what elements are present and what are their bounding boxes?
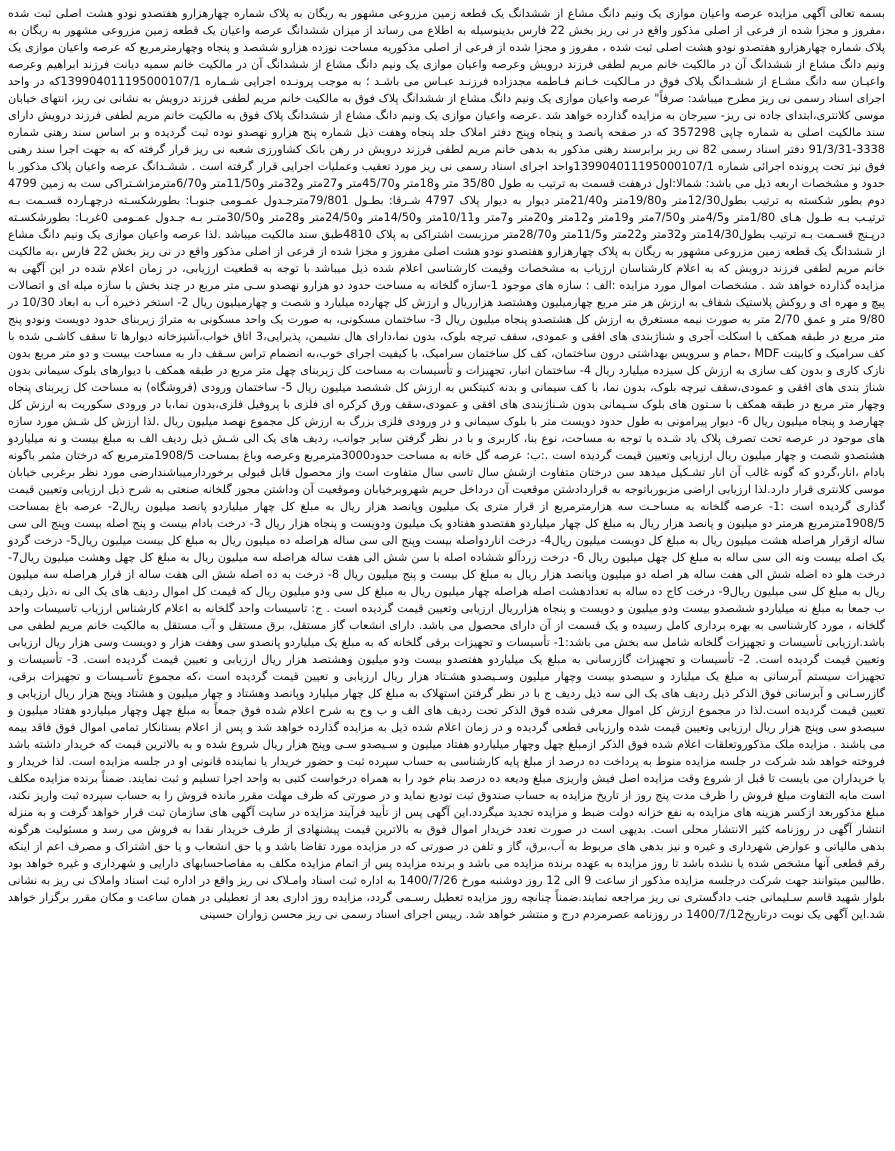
auction-notice-text: بسمه تعالی آگهی مزایده عرصه واعیان موازی یک ونیم دانگ مشاع از ششدانگ یک قطعه زمین مزروعی مشهور به ریگان به پلاک شماره چهارهزارو هفتصدو نودو هشت اصلی ثبت شده ،مفروز و مجزا شده از فرعی از اصلی مذکور واقع در نی ریز بخش 22 فارس بدینوسیله به اطلاع می رساند از میزان ششدانگ عرصه واعیان یک قطعه زمین مزروعی مشهور به ریگان به پلاک شماره چهارهزارو هفتصدو نودو هشت اصلی ثبت شده ، مفروز و مجزا شده از فرعی از اصلی مذکوریه مساحت نوزده هزارو ششصد و پنجاه وچهارمترمربع که عرصه واعیان موازی یک ونیم دانگ مشاع از ششدانگ آن در مالکیت خانم مریم لطفی فرزند درویش وعرصه واعیان موازی یک ونیم دانگ مشاع از ششدانگ آن در مالکیت خانم سمیه دیانت فرزند ابراهیم وعرصه واعیـان سه دانگ مشـاع از ششـدانگ پلاک فوق در مـالکیت خـانم فـاطمه مجدزاده فرزنـد عبـاس می باشـد ؛ به موجب پرونـده اجرایی شـماره 139904011195000107/1که در واحد اجرای اسناد رسمی نی ریز مطرح میباشد: صرفاً" عرصه واعیان موازی یک ونیم دانگ مشاع از ششدانگ پلاک فوق به مالکیت خانم مریم لطفی فرزند درویش به نشانی نی ریز، انتهای خیابان موسی کلانتری،ابتدای جاده نی ریز- سیرجان به مزایده گذارده خواهد شد .عرصه واعیان موازی یک ونیم دانگ مشاع از ششدانگ پلاک فوق به مالکیت خانم مریم لطفی فرزند درویش دارای سند مالکیت اصلی به شماره چاپی 357298 که در صفحه پانصد و پنجاه وپنج دفتر املاک جلد پنجاه وهفت ذیل شماره پنج هزارو نهصدو نوده ثبت گردیده و بر اساس سند رهنی شماره 3338-91/3/31 دفتر اسناد رسمی 82 نی ریز برابرسند رهنی مذکور به بدهی خانم مریم لطفی فرزند درویش در رهن بانک کشاورزی شعبه نی ریز قرار گرفته که به جهت اجرا سند رهنی فوق نیز تحت پرونده اجرائی شماره 139904011195000107/1واحد اجرای اسناد رسمی نی ریز مورد تعقیب وعملیات اجرایی قرار گرفته است . ششـدانگ عرصه واعیان پلاک مذکور با حدود و مشخصات اربعه ذیل می باشد: شمالا:اول درهفت قسمت به ترتیب به طول 35/80 متر و18متر و45/70متر و27متر و32متر و11/50متر و6/70مترمزاشـتراکی ست به زمین 4799 دوم بطور شکسته به ترتیب بطول12/30متر و19/80متر و21/40متر دیوار به دیوار پلاک 4797 شـرقا: بطـول 79/801مترجـدول عمـومی جنوبـا: بطورشکسـته درچهـارده قسـمت بـه ترتیـب بـه طـول هـای 1/80متر و4/5متر و7/50متر و19متر و12متر و20متر و7متر و10/11متر و14/50متر و24/50متر و28متر و30/50متـر بـه جـدول عمـومی 0غربـا: بطورشکسـته درپـنج قسـمت بـه ترتیب بطول14/30متر و32متر و22متر و11/5متر و28/70متر مرزبست اشتراکی به پلاک 4810طبق سند مالکیت میباشد .لذا عرصه واعیان موازی یک ونیم دانگ مشاع از ششدانگ یک قطعه زمین مزروعی مشهور به ریگان به پلاک چهارهزارو هفتصدو نودو هشت اصلی مفروز و مجزا شده از فرعی از اصلی مذکور واقع در نی ریز بخش 22 فارس ،به مالکیت خانم مریم لطفی فرزند درویش که به اعلام کارشناسان ارزیاب به مشخصات وقیمت کارشناسی اعلام شده ذیل میباشد با توجه به قطعیت ارزیابی، در زمان اعلام شده در این آگهی به مزایده گذارده خواهد شد . مشخصات اموال مورد مزایده :الف : سازه های موجود 1-سازه گلخانه به مساحت حدود دو هزارو نهصدو سـی متر مربع در چند بخش با سازه میله ای و اتصالات پیچ و مهره ای و روکش پلاستیک شفاف به ارزش هر متر مربع چهارمیلیون وهشتصد هزارریال و ارزش کل چهارده میلیارد و شصت و چهارمیلیون ریال 2- استخر ذخیره آب به ابعاد 10/30 در 9/80 متر و عمق 2/70 متر به صورت نیمه مستغرق به ارزش کل هشتصدو پنجاه میلیون ریال 3- ساختمان مسکونی، به صورت یک واحد مسکونی به متراژ زیربنای حدود دویست ونودو پنج متر مربع در طبقه همکف با اسکلت آجری و شناژبندی های افقی و عمودی، سقف تیرچه بلوک، بدون نما،دارای هال نشیمن، پذیرایی،3 اتاق خواب،آشپزخانه دیوارها تا سقف کاشـی شده با کف سرامیک و کابینت MDF ،حمام و سرویس بهداشتی درون ساختمان، کف کل ساختمان سرامیک، با کیفیت اجرای خوب،به انضمام تراس سـقف دار به مساحت بیست و دو متر مربع بدون نازک کاری و بدون کف سازی به ارزش کل سیزده میلیارد ریال 4- ساختمان انبار، تجهیزات و تأسیسات به مساحت کل زیربنای چهل متر مربع در طبقه همکف با دیوارهای بلوک سیمانی بدون شناژ بندی های افقی و عمودی،سقف تیرچه بلوک، بدون نما، با کف سیمانی و بدنه کنیتکس به ارزش کل ششصد میلیون ریال 5- ساختمان ورودی (فروشگاه) به مساحت کل زیربنای پنجاه وچهار متر مربع در طبقه همکف با سـتون های بلوک سـیمانی بدون شـناژبندی های افقی و عمودی،سقف ورق کرکره ای فلزی با پروفیل فلزی،بدون نما،با در ورودی سکوریت به ارزش کل چهارصد و پنجاه میلیون ریال 6- دیوار پیرامونی به طول حدود دویست متر با بلوک سیمانی و در ورودی فلزی بزرگ به ارزش کل مجموع نهصد میلیون ریال .لذا ارزش کل شـش مورد سازه های موجود در عرصه تحت تصرف پلاک یاد شـده با توجه به مساحت، نوع بنا، کاربری و با در نظر گرفتن سایر جوانب، ردیف های یک الی شـش ذیل ردیف الف به مبلغ بیست و نه میلیاردو هشتصدو شصت و چهار میلیون ریال ارزیابی وتعیین قیمت گردیده است .:ب: عرصه گل خانه به مساحت حدود3000مترمربع وعرصه وباغ بمساحت 1908/5مترمربع که درختان مثمر باگونه بادام ،انار،گردو که گونه غالب آن انار تشـکیل میدهد سن درختان متفاوت ازشش سال تاسی سال متفاوت است واز محصول قابل قبولی برخوردارمیباشندارضی مورد نظر برغربی خیابان موسی کلانتری قرار دارد.لذا ارزیابی اراضی مزبورباتوجه به قراردادشتن موقعیت آن درداخل حریم شهروبرخیابان وموقعیت آن وداشتن مجوز گلخانه صنعتی به شرح ذیل ارزیابی وتعیین قیمت گذاری گردیده است :1- عرصه گلخانه به مساحـت سه هزارمترمربع از قرار متری یک میلیون وپانصد هزار ریال به مبلغ کل چهار میلیاردو پانصد میلیون ریال2- عرصه باغ بمساحت 1908/5مترمربع هرمتر دو میلیون و پانصد هزار ریال به مبلغ کل چهار میلیاردو هفتصدو هفتادو یک میلیون ودویست و پنجاه هزار ریال 3- درخت بادام بیست و پنج اصله بیست وپنج الی سی ساله ازقرار هراصله هشت میلیون ریال به مبلغ کل دویست میلیون ریال4- درخت اناردواصله بیست وپنج الی سی ساله هراصله ده میلیون ریال به مبلغ کل بیست میلیون ریال5- درخت گردو یک اصله بیست ونه الی سی ساله به مبلغ کل چهل میلیون ریال 6- درخت زردآلو ششاده اصله با سن شش الی هفت ساله هراصله سه میلیون ریال به مبلغ کل چهل وهشت میلیون ریال7- درخت هلو ده اصله شش الی هفت ساله هر اصله دو میلیون وپانصد هزار ریال به مبلغ کل بیست و پنج میلیون ریال 8- درخت به ده اصله شش الی هفت ساله از قرار هراصله سه میلیون ریال به مبلغ کل سی میلیون ریال9- درخت کاج ده ساله به تعدادهشت اصله هراصله چهار میلیون ریال به مبلغ کل سی ودو میلیون ریال که قیمت کل اموال ردیف های یک الی نه ،ذیل ردیف ب جمعا به مبلغ نه میلیاردو ششصدو بیست ودو میلیون و دویست و پنجاه هزارریال ارزیابی وتعیین قیمت گردیده است . ج: تاسیسات واحد گلخانه به اعلام کارشناس ارزیاب تاسیسات واحد گلخانه ، مورد کارشناسی به بهره برداری کامل رسیده و یک قسمت از آن دارای محصول می باشد. دارای انشعاب گاز مستقل، برق مستقل و آب مستقل به مالکیت خانم مریم لطفی می باشد.ارزیابی تأسیسات و تجهیزات گلخانه شامل سه بخش می باشد:1- تأسیسات و تجهیزات برقی گلخانه که به مبلغ یک میلیاردو پانصدو سی وهفت هزار و دویست وسی هزار ریال ارزیابی وتعیین قیمت گردیده است. 2- تأسیسات و تجهیزات گازرسانی به مبلغ یک میلیاردو هفتصدو بیست ودو میلیون وهشتصد هزار ریال ارزیابی و تعیین قیمت گردیده است. 3- تأسیسات و تجهیزات سیستم آبرسانی به مبلغ یک میلیارد و سیصدو بیست وچهار میلیون وسـیصدو هشـتاد هزار ریال ارزیابی و تعیین قیمت گردیده است ،که مجموع تأسـیسات و تجهیزات برقی، گازرسـانی و آبرسانی فوق الذکر ذیل ردیف های یک الی سه ذیل ردیف ج با در نظر گرفتن استهلاک به مبلغ کل چهار میلیارد وپانصد وهشتاد و چهار میلیون و هشتاد وپنج هزار ریال ارزیابی و تعیین قیمت گردیده است.لذا در مجموع ارزش کل اموال معرفی شده فوق الذکر تحت ردیف های الف و ب وج به شرح اعلام شده فوق جمعاً به مبلغ چهل وچهار میلیاردو هفتاد میلیون و سیصدو سی وپنج هزار ریال ارزیابی وتعیین قیمت شده وارزیابی قطعی گردیده و در زمان اعلام شده ذیل به مزایده گذارده خواهد شد و پس از اعلام بستانکار تمامی اموال فوق فاقد بیمه می باشند . مزایده ملک مذکوروتعلقات اعلام شده فوق الذکر ازمبلغ چهل وچهار میلیاردو هفتاد میلیون و سـیصدو سـی وپنج هزار ریال شروع شده و به بالاترین قیمت که خریدار داشته باشد فروخته خواهد شد شرکت در جلسه مزایده منوط به پرداخت ده درصد از مبلغ پایه کارشناسی به حساب سپرده ثبت و حضور خریدار یا نماینده قانونی او در جلسه مزایده است. لذا خریدار و یا خریداران می بایست تا قبل از شروع وقت مزایده اصل فیش واریزی مبلغ ودیعه ده درصد بنام خود را به همراه درخواست کتبی به واحد اجرا تسلیم و ثبت نمایند. ضمناً برنده مزایده مکلف است مابه التفاوت مبلغ فروش را ظرف مدت پنج روز از تاریخ مزایده به حساب صندوق ثبت تودیع نماید و در صورتی که ظرف مهلت مقرر مانده فروش را به حساب سپرده ثبت واریز نکند، مبلغ مذکوربعد ازکسر هزینه های مزایده به نفع خزانه دولت ضبط و مزایده تجدید میگردد.این آگهی پس از تأیید فرآیند مزایده در سایت آگهی های سازمان ثبت قرار خواهد گرفت و به منزله انتشار آگهی در روزنامه کثیر الانتشار محلی است. بدیهی است در صورت تعدد خریدار اموال فوق به بالاترین قیمت پیشنهادی از طرف خریدار نقدا به فروش می رسد و مسئولیت هرگونه بدهی مالیاتی و عوارض شهرداری و غیره و نیز بدهی های مربوط به آب،برق، گاز و تلفن در صورتی که در مزایده مورد تقاضا باشد و یا حق انشعاب و یا حق اشتراک و مصرف اعم از اینکه رقم قطعی آنها مشخص شده یا نشده باشد تا روز مزایده به عهده برنده مزایده می باشد و برنده مزایده پس از اتمام مزایده مکلف به مفاصاحسابهای دارایی و شهرداری و غیره خواهد بود .طالبین میتوانند جهت شرکت درجلسه مزایده مذکور از ساعت 9 الی 12 روز دوشنبه مورخ 1400/7/26 به اداره ثبت اسناد وامـلاک نی ریز واقع در اداره ثبت اسناد واملاک نی ریز به نشانی بلوار شهید قاسم سـلیمانی جنب دادگستری نی ریز مراجعه نمایند.ضمناً چنانچه روز مزایده تعطیل رسـمی گردد، مزایده روز اداری بعد از تعطیلی در همان ساعت و مکان مقرر برگزار خواهد شد.این آگهی یک نوبت درتاریخ1400/7/12 در روزنامه عصرمردم درج و منتشر خواهد شد. رییس اجرای اسناد رسمی نی ریز محسن زواران حسینی <box>8 7 886 921</box>
